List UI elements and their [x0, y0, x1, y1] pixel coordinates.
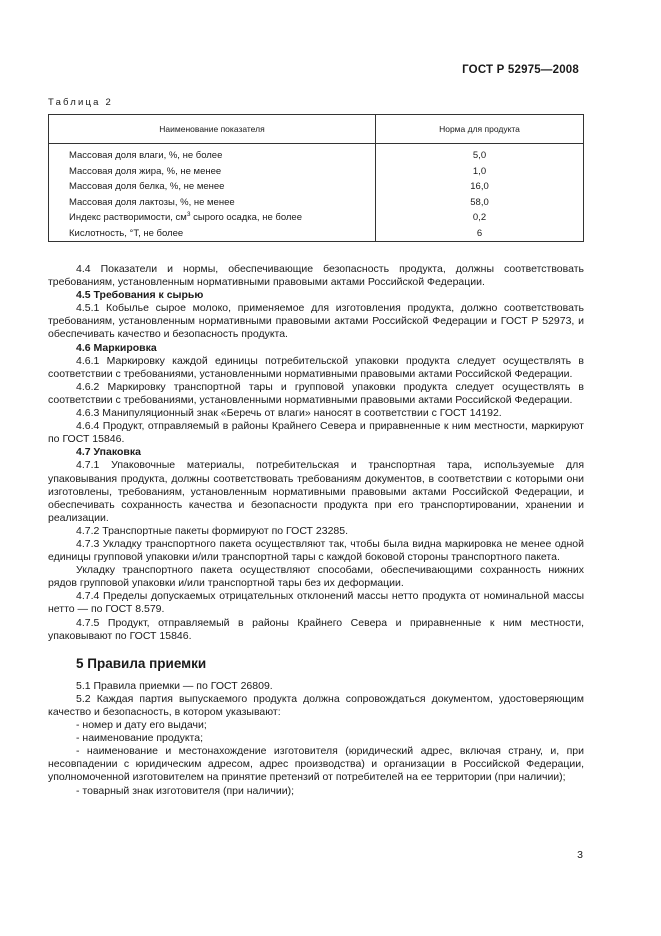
- indicator-name-part: Индекс растворимости, см: [69, 212, 187, 224]
- table-row: [49, 226, 584, 242]
- subsection-heading-4-5: 4.5 Требования к сырью: [76, 289, 204, 302]
- paragraph-4-4: 4.4 Показатели и нормы, обеспечивающие безопасность продукта, должны соответствовать требованиям, установленным нормативными правовыми актами Российской Федерации.: [48, 263, 584, 289]
- paragraph-4-6-2: 4.6.2 Маркировку транспортной тары и групповой упаковки продукта следует осуществлять в соответствии с требованиями, установленными нормативными правовыми актами Российской Федерации.: [48, 380, 584, 406]
- paragraph-4-7-4: 4.7.4 Пределы допускаемых отрицательных отклонений массы нетто продукта от номинальной массы нетто — по ГОСТ 8.579.: [48, 590, 584, 616]
- page-number: 3: [577, 849, 583, 861]
- indicator-name: Кислотность, °Т, не более: [49, 226, 376, 242]
- paragraph-5-2: 5.2 Каждая партия выпускаемого продукта должна сопровождаться документом, удостоверяющим качество и безопасность, в котором указывают:: [48, 692, 584, 718]
- superscript: 3: [186, 211, 191, 219]
- paragraph-4-7-3-continued: Укладку транспортного пакета осуществляют способами, обеспечивающими сохранность нижних рядов групповой упаковки и/или транспортной тары без их деформации.: [48, 564, 584, 590]
- subsection-heading-4-6: 4.6 Маркировка: [76, 341, 157, 354]
- table-row: [49, 164, 584, 180]
- paragraph-4-6-3: 4.6.3 Манипуляционный знак «Беречь от влаги» наносят в соответствии с ГОСТ 14192.: [76, 407, 502, 420]
- list-item: - наименование продукта;: [76, 732, 204, 745]
- list-item: - наименование и местонахождение изготовителя (юридический адрес, включая страну, и, при несовпадении с юридическим адресом, адрес производства) и организации в Российской Федерации, уполномоченной изготовителем на принятие претензий от потребителей на ее территории (при наличии);: [48, 745, 584, 784]
- paragraph-4-5-1: 4.5.1 Кобылье сырое молоко, применяемое для изготовления продукта, должно соответствовать требованиям, установленным нормативными правовыми актами Российской Федерации и ГОСТ Р 52973, и обеспечивать качество и безопасность продукта.: [48, 302, 584, 341]
- table-row: [49, 210, 584, 226]
- table-row: [49, 195, 584, 211]
- document-body: [48, 263, 584, 798]
- table-header-row: [49, 115, 584, 144]
- indicator-value: 5,0: [376, 144, 584, 164]
- column-header-norm: Норма для продукта: [376, 115, 584, 144]
- indicator-name-part: сырого осадка, не более: [190, 212, 302, 224]
- list-item: - товарный знак изготовителя (при наличии);: [76, 784, 294, 797]
- indicator-name: Массовая доля жира, %, не менее: [49, 164, 376, 180]
- paragraph-4-7-3: 4.7.3 Укладку транспортного пакета осуществляют так, чтобы была видна маркировка не менее одной единицы групповой упаковки и/или транспортной тары с каждой боковой стороны транспортного пакета.: [48, 537, 584, 564]
- indicator-name: [49, 210, 376, 226]
- column-header-indicator: Наименование показателя: [49, 115, 376, 144]
- list-item: - номер и дату его выдачи;: [76, 719, 207, 732]
- indicator-value: 0,2: [376, 210, 584, 226]
- table-caption: Таблица 2: [48, 97, 113, 108]
- indicator-name: Массовая доля лактозы, %, не менее: [49, 195, 376, 211]
- subsection-heading-4-7: 4.7 Упаковка: [76, 446, 141, 459]
- indicator-name: Массовая доля влаги, %, не более: [49, 144, 376, 164]
- indicator-name: Массовая доля белка, %, не менее: [49, 179, 376, 195]
- indicator-value: 58,0: [376, 195, 584, 211]
- indicator-value: 6: [376, 226, 584, 242]
- indicator-value: 16,0: [376, 179, 584, 195]
- paragraph-5-1: 5.1 Правила приемки — по ГОСТ 26809.: [76, 679, 273, 692]
- indicators-table: [48, 114, 584, 242]
- table-row: [49, 179, 584, 195]
- section-title-5: 5 Правила приемки: [76, 655, 207, 671]
- paragraph-4-7-2: 4.7.2 Транспортные пакеты формируют по ГОСТ 23285.: [76, 524, 349, 537]
- indicator-value: 1,0: [376, 164, 584, 180]
- paragraph-4-6-4: 4.6.4 Продукт, отправляемый в районы Крайнего Севера и приравненные к ним местности, маркируют по ГОСТ 15846.: [48, 420, 584, 446]
- document-id-header: ГОСТ Р 52975—2008: [462, 64, 579, 76]
- paragraph-4-6-1: 4.6.1 Маркировку каждой единицы потребительской упаковки продукта следует осуществлять в соответствии с требованиями, установленными нормативными правовыми актами Российской Федерации.: [48, 354, 584, 380]
- paragraph-4-7-1: 4.7.1 Упаковочные материалы, потребительская и транспортная тара, используемые для упаковывания продукта, должны соответствовать требованиям документов, в соответствии с которыми они изготовлены, требованиям, установленным нормативными правовыми актами Российской Федерации, и обеспечивать сохранность качества и безопасности продукта при его транспортировании, хранении и реализации.: [48, 459, 584, 524]
- table-row: [49, 144, 584, 164]
- paragraph-4-7-5: 4.7.5 Продукт, отправляемый в районы Крайнего Севера и приравненные к ним местности, упаковывают по ГОСТ 15846.: [48, 616, 584, 642]
